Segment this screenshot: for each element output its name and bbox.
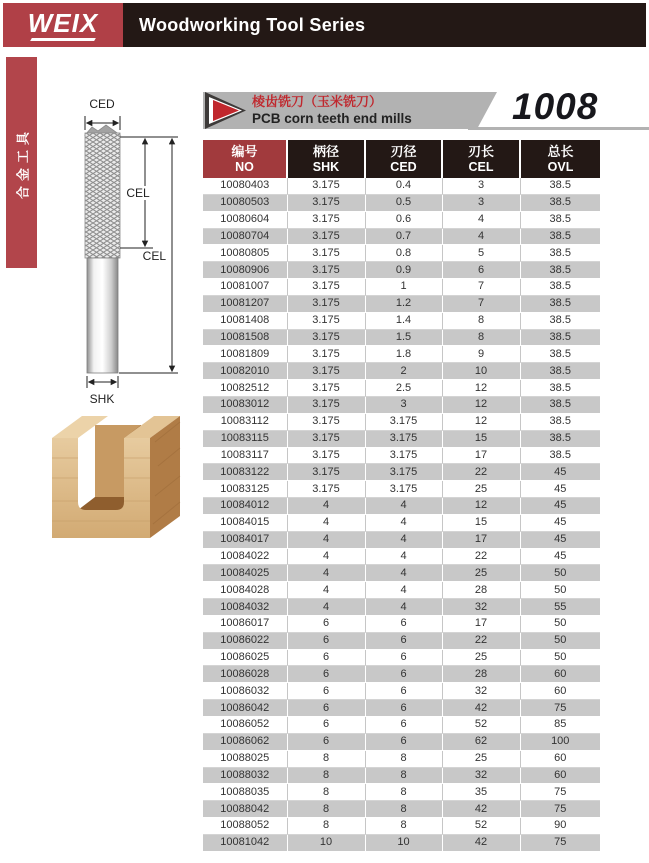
table-cell: 4 [365,565,442,582]
table-cell: 17 [442,447,520,464]
table-row [203,733,600,750]
table-cell: 10086042 [203,700,287,717]
table-row [203,700,600,717]
table-cell: 10080906 [203,262,287,279]
top-header-bar [3,3,646,47]
table-cell: 3 [442,178,520,194]
brand-logo-text: WEIX [27,7,99,38]
table-cell: 12 [442,380,520,397]
wood-groove-illustration [40,406,190,551]
table-row [203,329,600,346]
table-cell: 3.175 [365,481,442,498]
table-cell: 38.5 [520,245,600,262]
table-row [203,363,600,380]
spec-table [203,140,600,852]
table-cell: 8 [365,801,442,818]
table-cell: 6 [365,666,442,683]
table-cell: 55 [520,599,600,616]
table-cell: 12 [442,413,520,430]
table-cell: 3.175 [287,211,365,228]
table-row [203,834,600,851]
table-cell: 6 [287,700,365,717]
table-cell: 38.5 [520,312,600,329]
table-row [203,380,600,397]
table-cell: 10086022 [203,632,287,649]
table-cell: 6 [287,733,365,750]
table-cell: 6 [365,632,442,649]
table-cell: 8 [287,767,365,784]
table-row [203,615,600,632]
table-cell: 3.175 [287,464,365,481]
table-cell: 0.8 [365,245,442,262]
table-cell: 7 [442,295,520,312]
table-cell: 4 [365,514,442,531]
table-cell: 85 [520,717,600,734]
model-number: 1008 [512,86,599,127]
table-row [203,514,600,531]
brand-logo [3,3,123,47]
table-cell: 38.5 [520,430,600,447]
table-cell: 4 [442,228,520,245]
table-cell: 4 [365,548,442,565]
table-cell: 8 [365,750,442,767]
table-cell: 10081508 [203,329,287,346]
table-row [203,632,600,649]
table-cell: 4 [365,599,442,616]
table-cell: 50 [520,565,600,582]
table-cell: 10081408 [203,312,287,329]
table-cell: 3.175 [365,464,442,481]
col-header-cel: 刃长 CEL [442,140,520,178]
table-cell: 15 [442,430,520,447]
table-cell: 6 [287,649,365,666]
table-cell: 3.175 [287,380,365,397]
table-row [203,498,600,515]
table-cell: 10084022 [203,548,287,565]
table-cell: 10083122 [203,464,287,481]
table-cell: 5 [442,245,520,262]
table-cell: 38.5 [520,363,600,380]
table-cell: 3.175 [287,329,365,346]
table-cell: 52 [442,818,520,835]
table-row [203,599,600,616]
table-cell: 38.5 [520,380,600,397]
table-cell: 45 [520,548,600,565]
table-row [203,666,600,683]
banner-arrow-icon [203,91,249,130]
table-cell: 10088042 [203,801,287,818]
table-cell: 10 [442,363,520,380]
table-row [203,413,600,430]
cel-outer-dimension-label: CEL [142,249,166,263]
table-cell: 60 [520,666,600,683]
table-cell: 17 [442,615,520,632]
table-cell: 10084032 [203,599,287,616]
table-cell: 32 [442,599,520,616]
table-cell: 38.5 [520,447,600,464]
table-cell: 3.175 [287,363,365,380]
table-row [203,717,600,734]
table-cell: 60 [520,683,600,700]
table-row [203,262,600,279]
table-cell: 0.7 [365,228,442,245]
table-cell: 4 [287,548,365,565]
table-cell: 10083112 [203,413,287,430]
table-cell: 1.2 [365,295,442,312]
banner-title-en: PCB corn teeth end mills [252,111,412,126]
logo-underline-swoosh [30,38,96,41]
table-cell: 10081042 [203,834,287,851]
table-row [203,481,600,498]
table-cell: 15 [442,514,520,531]
table-row [203,295,600,312]
table-cell: 17 [442,531,520,548]
col-header-ovl: 总长 OVL [520,140,600,178]
table-cell: 6 [365,733,442,750]
table-cell: 32 [442,767,520,784]
table-row [203,178,600,194]
table-cell: 3.175 [287,194,365,211]
table-cell: 3.175 [287,430,365,447]
table-cell: 42 [442,801,520,818]
table-cell: 6 [365,700,442,717]
ced-dimension-label: CED [89,97,115,111]
table-cell: 10084028 [203,582,287,599]
table-row [203,801,600,818]
table-cell: 35 [442,784,520,801]
table-cell: 4 [287,565,365,582]
table-cell: 6 [442,262,520,279]
table-cell: 50 [520,649,600,666]
table-row [203,818,600,835]
table-cell: 3.175 [365,447,442,464]
table-cell: 50 [520,582,600,599]
table-row [203,396,600,413]
table-cell: 4 [287,531,365,548]
table-cell: 38.5 [520,295,600,312]
table-cell: 10086062 [203,733,287,750]
table-cell: 0.6 [365,211,442,228]
table-cell: 10081007 [203,279,287,296]
table-cell: 10080403 [203,178,287,194]
table-row [203,464,600,481]
table-cell: 10080604 [203,211,287,228]
table-row [203,531,600,548]
table-cell: 2.5 [365,380,442,397]
table-cell: 3.175 [287,346,365,363]
table-cell: 12 [442,498,520,515]
table-cell: 10086028 [203,666,287,683]
table-cell: 8 [365,818,442,835]
table-row [203,312,600,329]
table-cell: 60 [520,750,600,767]
table-cell: 38.5 [520,194,600,211]
table-cell: 8 [287,750,365,767]
table-cell: 10088032 [203,767,287,784]
table-cell: 3.175 [287,279,365,296]
table-cell: 38.5 [520,396,600,413]
table-cell: 1.4 [365,312,442,329]
table-cell: 10083115 [203,430,287,447]
table-cell: 3.175 [287,295,365,312]
table-cell: 10084017 [203,531,287,548]
table-cell: 10084025 [203,565,287,582]
table-row [203,582,600,599]
table-cell: 3.175 [287,413,365,430]
col-header-shk: 柄径 SHK [287,140,365,178]
table-cell: 6 [287,666,365,683]
table-cell: 10081207 [203,295,287,312]
table-cell: 45 [520,464,600,481]
series-title: Woodworking Tool Series [139,14,366,35]
table-cell: 38.5 [520,228,600,245]
table-row [203,683,600,700]
table-header-row [203,140,600,178]
table-cell: 75 [520,700,600,717]
table-cell: 38.5 [520,413,600,430]
category-side-tab-label: 合金工具 [15,126,30,199]
table-cell: 8 [287,801,365,818]
table-row [203,649,600,666]
table-cell: 10084012 [203,498,287,515]
table-cell: 10088035 [203,784,287,801]
table-cell: 75 [520,801,600,818]
table-cell: 8 [365,767,442,784]
table-cell: 4 [287,514,365,531]
table-cell: 3.175 [287,312,365,329]
table-cell: 10080805 [203,245,287,262]
table-cell: 6 [365,717,442,734]
table-row [203,750,600,767]
table-cell: 4 [287,498,365,515]
table-cell: 45 [520,498,600,515]
table-cell: 3 [365,396,442,413]
table-cell: 8 [365,784,442,801]
banner-title-zh: 棱齿铣刀（玉米铣刀） [252,94,383,109]
table-cell: 52 [442,717,520,734]
table-cell: 8 [442,329,520,346]
table-cell: 8 [442,312,520,329]
table-cell: 38.5 [520,262,600,279]
table-cell: 10086032 [203,683,287,700]
table-cell: 2 [365,363,442,380]
table-row [203,784,600,801]
series-title-bar [123,3,646,47]
cel-inner-dimension-label: CEL [126,186,150,200]
table-row [203,245,600,262]
table-cell: 42 [442,834,520,851]
table-cell: 38.5 [520,178,600,194]
table-cell: 45 [520,514,600,531]
table-cell: 25 [442,481,520,498]
table-row [203,767,600,784]
table-cell: 10 [287,834,365,851]
table-row [203,228,600,245]
table-cell: 38.5 [520,211,600,228]
table-cell: 10082010 [203,363,287,380]
table-cell: 8 [287,784,365,801]
table-cell: 22 [442,548,520,565]
table-cell: 25 [442,750,520,767]
table-cell: 10083125 [203,481,287,498]
table-cell: 1.8 [365,346,442,363]
table-row [203,565,600,582]
table-cell: 28 [442,666,520,683]
shk-dimension-label: SHK [89,392,115,406]
col-header-no: 编号 NO [203,140,287,178]
table-cell: 38.5 [520,279,600,296]
table-cell: 90 [520,818,600,835]
table-cell: 0.5 [365,194,442,211]
table-cell: 38.5 [520,329,600,346]
table-cell: 7 [442,279,520,296]
table-cell: 4 [287,599,365,616]
table-cell: 3 [442,194,520,211]
table-cell: 10086025 [203,649,287,666]
table-cell: 75 [520,834,600,851]
table-cell: 3.175 [365,430,442,447]
table-cell: 6 [287,632,365,649]
table-cell: 4 [365,582,442,599]
table-cell: 4 [287,582,365,599]
table-cell: 0.4 [365,178,442,194]
table-cell: 6 [365,615,442,632]
table-cell: 3.175 [365,413,442,430]
table-cell: 3.175 [287,481,365,498]
table-cell: 3.175 [287,228,365,245]
table-cell: 12 [442,396,520,413]
table-cell: 28 [442,582,520,599]
table-cell: 22 [442,464,520,481]
table-cell: 8 [287,818,365,835]
end-mill-diagram [58,88,190,413]
table-cell: 3.175 [287,178,365,194]
table-cell: 6 [287,615,365,632]
table-cell: 4 [442,211,520,228]
table-cell: 10081809 [203,346,287,363]
table-cell: 10084015 [203,514,287,531]
table-cell: 10080503 [203,194,287,211]
table-cell: 32 [442,683,520,700]
table-cell: 6 [287,717,365,734]
table-cell: 10082512 [203,380,287,397]
banner-titles [252,93,502,127]
table-row [203,447,600,464]
table-cell: 38.5 [520,346,600,363]
table-row [203,346,600,363]
table-cell: 50 [520,632,600,649]
table-row [203,548,600,565]
table-row [203,430,600,447]
table-cell: 3.175 [287,447,365,464]
table-cell: 45 [520,481,600,498]
table-cell: 1.5 [365,329,442,346]
table-cell: 25 [442,649,520,666]
table-cell: 3.175 [287,262,365,279]
category-side-tab [6,57,37,268]
table-cell: 60 [520,767,600,784]
table-cell: 10 [365,834,442,851]
table-cell: 42 [442,700,520,717]
table-cell: 6 [287,683,365,700]
table-cell: 45 [520,531,600,548]
table-cell: 50 [520,615,600,632]
spec-table-body [203,178,600,851]
table-cell: 10088052 [203,818,287,835]
table-cell: 6 [365,649,442,666]
table-cell: 3.175 [287,396,365,413]
table-cell: 4 [365,498,442,515]
table-row [203,279,600,296]
table-cell: 3.175 [287,245,365,262]
table-row [203,211,600,228]
table-cell: 10088025 [203,750,287,767]
table-cell: 10086052 [203,717,287,734]
table-cell: 25 [442,565,520,582]
table-cell: 75 [520,784,600,801]
table-cell: 10086017 [203,615,287,632]
table-cell: 6 [365,683,442,700]
table-cell: 0.9 [365,262,442,279]
table-cell: 100 [520,733,600,750]
table-cell: 22 [442,632,520,649]
table-cell: 1 [365,279,442,296]
table-cell: 9 [442,346,520,363]
table-cell: 4 [365,531,442,548]
table-cell: 10083117 [203,447,287,464]
table-row [203,194,600,211]
col-header-ced: 刃径 CED [365,140,442,178]
table-cell: 10083012 [203,396,287,413]
table-cell: 62 [442,733,520,750]
table-cell: 10080704 [203,228,287,245]
